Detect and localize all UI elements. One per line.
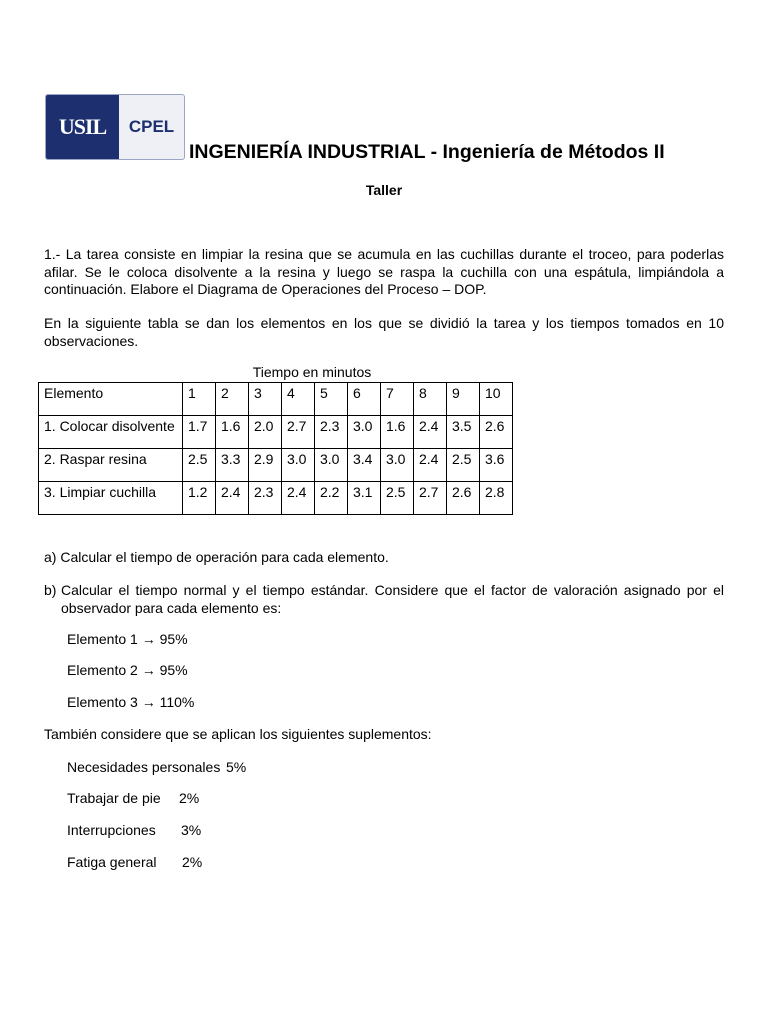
table-cell: 3.0 — [282, 449, 315, 482]
table-cell: 2.5 — [447, 449, 480, 482]
supplement-value: 3% — [181, 822, 202, 838]
table-caption: Tiempo en minutos — [252, 364, 372, 380]
table-cell: 2.3 — [249, 482, 282, 515]
table-cell: 2.7 — [414, 482, 447, 515]
table-cell: 2.7 — [282, 416, 315, 449]
table-cell: 2.9 — [249, 449, 282, 482]
table-cell: 2. Raspar resina — [39, 449, 183, 482]
table-header-cell: 5 — [315, 383, 348, 416]
table-cell: 1.2 — [183, 482, 216, 515]
table-cell: 3. Limpiar cuchilla — [39, 482, 183, 515]
question-b-marker: b) — [44, 582, 57, 598]
supplement-value: 5% — [226, 759, 247, 775]
question-a: a) Calcular el tiempo de operación para cada elemento. — [44, 549, 389, 565]
table-cell: 2.3 — [315, 416, 348, 449]
times-table — [38, 382, 513, 515]
table-cell: 1.6 — [381, 416, 414, 449]
table-cell: 1.7 — [183, 416, 216, 449]
table-header-cell: 4 — [282, 383, 315, 416]
table-row — [39, 449, 513, 482]
usil-logo-mark: USIL — [46, 95, 119, 159]
usil-cpel-logo — [45, 94, 185, 160]
table-cell: 2.6 — [447, 482, 480, 515]
table-header-cell: 9 — [447, 383, 480, 416]
table-cell: 3.0 — [381, 449, 414, 482]
table-cell: 3.3 — [216, 449, 249, 482]
table-cell: 2.4 — [414, 416, 447, 449]
table-cell: 3.6 — [480, 449, 513, 482]
table-header-cell: 1 — [183, 383, 216, 416]
table-cell: 3.4 — [348, 449, 381, 482]
page-title: INGENIERÍA INDUSTRIAL - Ingeniería de Métodos II — [189, 141, 665, 163]
rating-element-1: Elemento 1 → 95% — [67, 631, 188, 647]
question-b-text: Calcular el tiempo normal y el tiempo estándar. Considere que el factor de valoración asignado por el observador para cada elemento es: — [61, 582, 724, 616]
supplement-value: 2% — [182, 854, 203, 870]
table-cell: 2.5 — [183, 449, 216, 482]
table-cell: 2.4 — [282, 482, 315, 515]
table-cell: 3.0 — [315, 449, 348, 482]
table-cell: 2.4 — [216, 482, 249, 515]
table-row — [39, 482, 513, 515]
table-cell: 2.4 — [414, 449, 447, 482]
page-subtitle: Taller — [365, 182, 403, 198]
question-b — [44, 582, 724, 617]
table-cell: 1.6 — [216, 416, 249, 449]
table-cell: 3.0 — [348, 416, 381, 449]
table-header-cell: Elemento — [39, 383, 183, 416]
table-cell: 1. Colocar disolvente — [39, 416, 183, 449]
supplement-label: Fatiga general — [67, 854, 157, 870]
supplements-intro: También considere que se aplican los siguientes suplementos: — [44, 726, 432, 742]
table-cell: 3.5 — [447, 416, 480, 449]
table-header-cell: 3 — [249, 383, 282, 416]
supplement-value: 2% — [179, 790, 200, 806]
table-cell: 2.6 — [480, 416, 513, 449]
table-cell: 3.1 — [348, 482, 381, 515]
table-cell: 2.5 — [381, 482, 414, 515]
rating-element-3: Elemento 3 → 110% — [67, 694, 195, 710]
intro-paragraph-2: En la siguiente tabla se dan los elementos en los que se dividió la tarea y los tiempos tomados en 10 observaciones. — [44, 315, 724, 349]
intro-paragraph-1: 1.- La tarea consiste en limpiar la resina que se acumula en las cuchillas durante el troceo, para poderlas afilar. Se le coloca disolvente a la resina y luego se raspa la cuchilla con una espátula, limpiándola a continuación. Elabore el Diagrama de Operaciones del Proceso – DOP. — [44, 246, 724, 297]
table-header-cell: 10 — [480, 383, 513, 416]
table-row — [39, 416, 513, 449]
table-header-cell: 7 — [381, 383, 414, 416]
table-header-cell: 8 — [414, 383, 447, 416]
supplement-label: Interrupciones — [67, 822, 156, 838]
supplement-label: Necesidades personales — [67, 759, 221, 775]
supplement-label: Trabajar de pie — [67, 790, 161, 806]
table-cell: 2.2 — [315, 482, 348, 515]
table-header-row — [39, 383, 513, 416]
cpel-logo-text: CPEL — [128, 117, 175, 136]
table-cell: 2.8 — [480, 482, 513, 515]
table-header-cell: 6 — [348, 383, 381, 416]
rating-element-2: Elemento 2 → 95% — [67, 662, 188, 678]
table-header-cell: 2 — [216, 383, 249, 416]
table-cell: 2.0 — [249, 416, 282, 449]
